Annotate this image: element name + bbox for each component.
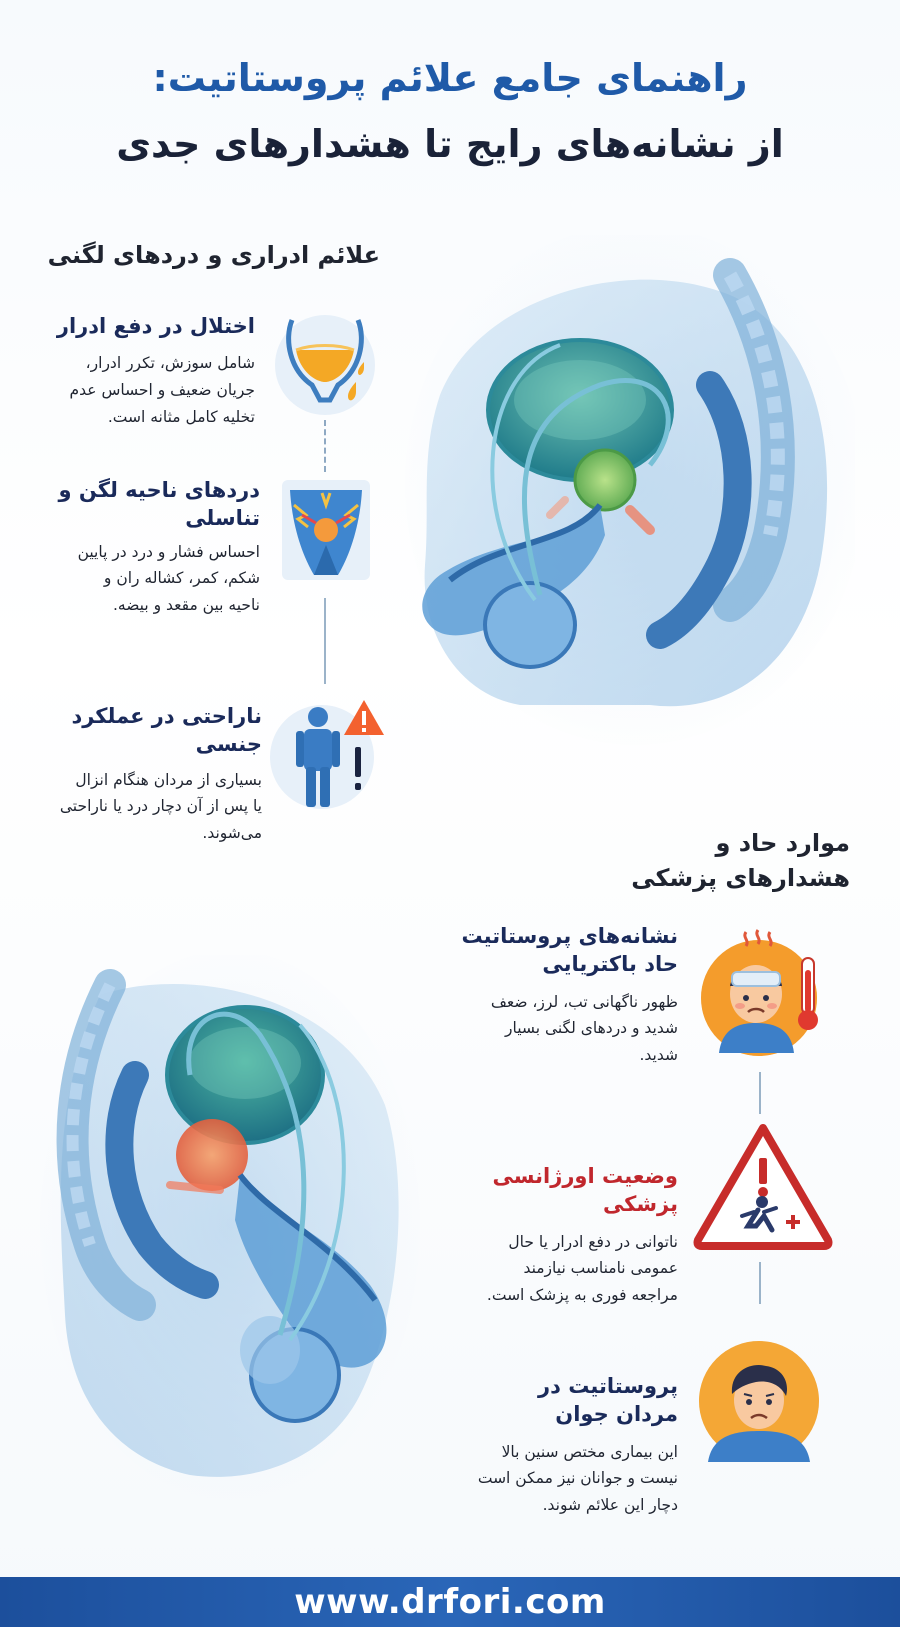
page-title-line1: راهنمای جامع علائم پروستاتیت: <box>152 56 748 100</box>
item-sexual-title-line: ناراحتی در عملکرد <box>71 704 262 728</box>
item-pelvic-title-line: دردهای ناحیه لگن و <box>58 478 260 502</box>
website-link[interactable]: www.drfori.com <box>294 1582 606 1622</box>
section2-title-line: هشدارهای پزشکی <box>631 863 850 892</box>
item-emergency-desc-line: عمومی نامناسب نیازمند <box>523 1259 678 1278</box>
item-emergency-title-line: پزشکی <box>602 1192 678 1217</box>
item-acute-title-line: حاد باکتریایی <box>542 952 678 977</box>
item-urination-desc-line: شامل سوزش، تکرر ادرار، <box>85 354 255 373</box>
pelvic-pain-icon <box>272 475 380 585</box>
item-acute-desc-line: ظهور ناگهانی تب، لرز، ضعف <box>490 992 678 1011</box>
item-emergency-desc-line: ناتوانی در دفع ادرار یا حال <box>508 1232 678 1251</box>
item-young-title-line: مردان جوان <box>555 1402 678 1427</box>
fever-icon <box>694 928 829 1058</box>
connector-2 <box>324 598 326 684</box>
connector-4 <box>759 1262 761 1304</box>
item-urination-desc-line: تخلیه کامل مثانه است. <box>107 407 255 426</box>
item-young-desc-line: دچار این علائم شوند. <box>542 1496 678 1514</box>
item-acute-title-line: نشانه‌های پروستاتیت <box>461 924 678 948</box>
item-urination-desc-line: جریان ضعیف و احساس عدم <box>69 381 255 399</box>
item-young-title-line: پروستاتیت در <box>538 1374 678 1398</box>
item-emergency-title-line: وضعیت اورژانسی <box>492 1164 678 1188</box>
item-pelvic-desc-line: شکم، کمر، کشاله ران و <box>103 569 260 588</box>
anatomy-illustration-top <box>400 235 855 750</box>
connector-1 <box>324 420 326 472</box>
item-pelvic-title-line: تناسلی <box>185 506 260 531</box>
section2-title-line: موارد حاد و <box>715 829 850 857</box>
item-young-desc-line: نیست و جوانان نیز ممکن است <box>477 1469 678 1488</box>
item-emergency-desc-line: مراجعه فوری به پزشک است. <box>486 1286 678 1304</box>
item-sexual-desc-line: می‌شوند. <box>202 824 262 842</box>
item-young-desc-line: این بیماری مختص سنین بالا <box>501 1442 678 1461</box>
item-acute-desc-line: شدید و دردهای لگنی بسیار <box>505 1019 678 1038</box>
connector-3 <box>759 1072 761 1114</box>
item-acute-desc-line: شدید. <box>639 1046 678 1064</box>
bladder-icon <box>272 310 378 420</box>
young-man-icon <box>694 1336 829 1466</box>
footer-bar <box>0 1577 900 1627</box>
item-pelvic-desc-line: احساس فشار و درد در پایین <box>77 542 260 561</box>
item-sexual-desc-line: بسیاری از مردان هنگام انزال <box>75 770 262 789</box>
anatomy-illustration-bottom <box>40 955 420 1500</box>
item-sexual-title-line: جنسی <box>195 732 262 757</box>
item-sexual-desc-line: یا پس از آن دچار درد یا ناراحتی <box>59 797 262 816</box>
item-urination-title: اختلال در دفع ادرار <box>56 314 255 338</box>
page-title-line2: از نشانه‌های رایج تا هشدارهای جدی <box>116 122 784 166</box>
section1-title: علائم ادراری و دردهای لگنی <box>47 241 380 269</box>
emergency-warning-icon <box>692 1122 834 1250</box>
man-warning-icon <box>268 695 386 810</box>
item-pelvic-desc-line: ناحیه بین مقعد و بیضه. <box>112 596 260 614</box>
